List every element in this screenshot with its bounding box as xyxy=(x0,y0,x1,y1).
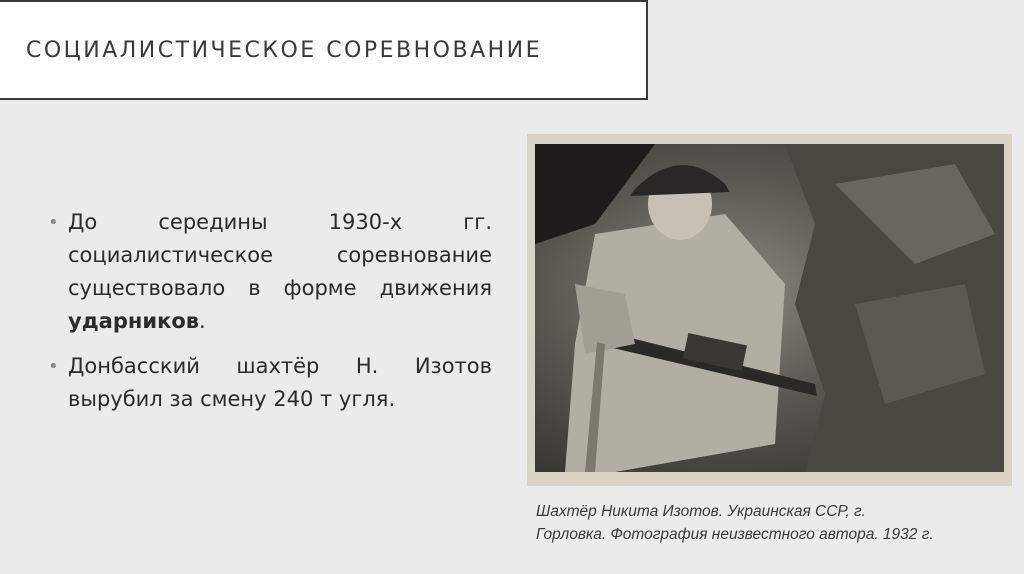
bullet-1-end: . xyxy=(199,309,206,333)
bullet-item-2 xyxy=(48,350,492,416)
bullet-list xyxy=(48,206,492,428)
bullet-2-text: Донбасский шахтёр Н. Изотов вырубил за смену 240 т угля. xyxy=(68,354,492,411)
bullet-icon: • xyxy=(48,356,59,377)
miner-photo-icon xyxy=(535,144,1004,472)
photo-caption xyxy=(536,500,1022,546)
bullet-icon: • xyxy=(48,212,59,233)
caption-line-1: Шахтёр Никита Изотов. Украинская ССР, г. xyxy=(536,503,866,520)
bullet-item-1 xyxy=(48,206,492,338)
bullet-1-text: До середины 1930-х гг. социалистическое соревнование существовало в форме движения xyxy=(68,210,492,300)
caption-line-2: Горловка. Фотография неизвестного автора. 1932 г. xyxy=(536,526,934,543)
photo-frame xyxy=(527,134,1012,486)
bullet-1-bold: ударников xyxy=(68,309,200,333)
miner-photo-illustration xyxy=(535,144,1004,472)
title-box xyxy=(0,0,648,100)
slide-title: СОЦИАЛИСТИЧЕСКОЕ СОРЕВНОВАНИЕ xyxy=(26,37,543,63)
